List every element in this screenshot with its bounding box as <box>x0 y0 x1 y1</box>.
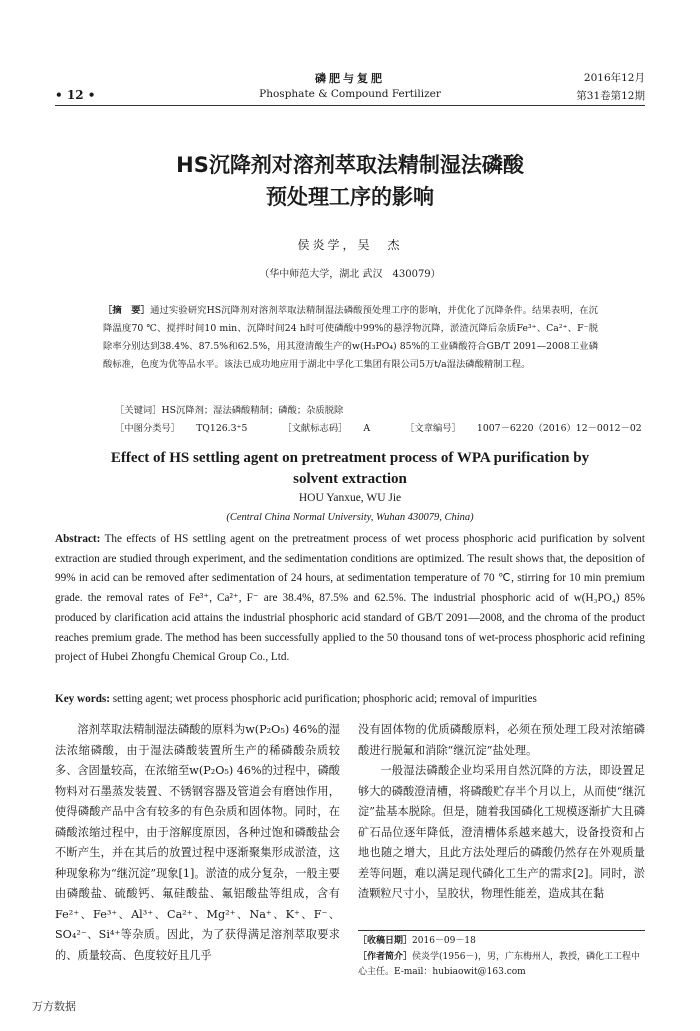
paper-title-en-line2: solvent extraction <box>293 471 407 487</box>
body-column-right <box>358 720 645 905</box>
doc-label: ［文献标志码］ <box>282 423 348 434</box>
keywords-cn-text: HS沉降剂；湿法磷酸精制；磷酸；杂质脱除 <box>161 405 344 416</box>
clc-label: ［中图分类号］ <box>115 423 181 434</box>
journal-name-cn: 磷肥与复肥 <box>315 72 385 85</box>
body-paragraph: 一般湿法磷酸企业均采用自然沉降的方法，即设置足够大的磷酸澄清槽，将磷酸贮存半个月以上，从而使“继沉淀”盐基本脱除。但是，随着我国磷化工规模逐渐扩大且磷矿石品位逐年降低，澄清槽体系越来越大，设备投资和占地也随之增大，且此方法处理后的磷酸仍然存在外观质量差等问题，难以满足现代磷化工生产的需求[2]。同时，淤渣颗粒尺寸小，呈胶状，物理性能差，造成其在黏 <box>358 764 645 900</box>
watermark-text: 万方数据 <box>32 1000 76 1013</box>
keywords-en <box>55 690 645 709</box>
abstract-cn-label: ［摘 要］ <box>103 305 151 316</box>
footnote-received <box>358 934 645 949</box>
issue-date: 2016年12月 <box>583 72 645 84</box>
author-bio-label: ［作者简介］ <box>358 952 413 962</box>
body-column-left <box>55 720 340 966</box>
keywords-en-label: Key words: <box>55 693 110 705</box>
header-divider <box>55 105 645 106</box>
journal-name-en: Phosphate & Compound Fertilizer <box>259 88 441 100</box>
keywords-cn <box>115 402 598 420</box>
issue-volume: 第31卷第12期 <box>576 90 645 102</box>
doc-value: A <box>363 423 371 434</box>
affiliation-cn: （华中师范大学，湖北 武汉 430079） <box>259 269 441 280</box>
authors-en: HOU Yanxue, WU Jie <box>298 492 402 504</box>
footnote-divider <box>358 930 645 931</box>
article-value: 1007－6220（2016）12－0012－02 <box>476 423 642 434</box>
received-label: ［收稿日期］ <box>358 936 413 946</box>
classification-line <box>115 420 642 438</box>
body-paragraph: 没有固体物的优质磷酸原料，必须在预处理工段对浓缩磷酸进行脱氟和消除“继沉淀”盐处理。 <box>358 723 645 757</box>
keywords-en-text: setting agent; wet process phosphoric acid purification; phosphoric acid; removal of impurities <box>112 693 537 705</box>
article-number <box>405 423 658 434</box>
received-value: 2016－09－18 <box>412 936 476 946</box>
paper-title-cn-line1: HS沉降剂对溶剂萃取法精制湿法磷酸 <box>176 153 524 177</box>
clc-number <box>115 423 263 434</box>
affiliation-en: (Central China Normal University, Wuhan 430079, China) <box>226 512 474 523</box>
page-number: • 12 • <box>55 88 96 102</box>
keywords-cn-label: ［关键词］ <box>115 405 162 416</box>
body-paragraph: 溶剂萃取法精制湿法磷酸的原料为w(P₂O₅) 46%的湿法浓缩磷酸，由于湿法磷酸装置所生产的稀磷酸杂质较多、含固量较高，在浓缩至w(P₂O₅) 46%的过程中，磷酸物料对石墨蒸发装置、不锈钢容器及管道会有磨蚀作用，使得磷酸产品中含有较多的有色杂质和固体物。同时，在磷酸浓缩过程中，由于溶解度原因，各种过饱和磷酸盐会不断产生，并在其后的放置过程中逐渐聚集形成淤渣，这种现象称为“继沉淀”现象[1]。淤渣的成分复杂，一般主要由磷酸盐、硫酸钙、氟硅酸盐、氟铝酸盐等组成，含有Fe²⁺、Fe³⁺、Al³⁺、Ca²⁺、Mg²⁺、Na⁺、K⁺、F⁻、SO₄²⁻、Si⁴⁺等杂质。因此，为了获得满足溶剂萃取要求的、质量较高、色度较好且几乎 <box>55 723 340 962</box>
paper-title-en-line1: Effect of HS settling agent on pretreatment process of WPA purification by <box>110 450 590 466</box>
abstract-en-text: The effects of HS settling agent on the pretreatment process of wet process phosphoric acid purification by solvent extraction are studied through experiment, and the sedimentation conditions are optimized. The result shows that, the deposition of 99% in acid can be removed after sedimentation of 24 hours, at sedimentation temperature of 70 ℃, stirring for 10 min premium grade. the removal rates of Fe³⁺, Ca²⁺, F⁻ are 38.4%, 87.5% and 62.5%. The industrial phosphoric acid of w(H₃PO₄) 85% produced by clarification acid attains the industrial phosphoric acid standard of GB/T 2091—2008, and the chroma of the product reaches premium grade. The method has been successfully applied to the 50 thousand tons of wet-process phosphoric acid refining project of Hubei Zhongfu Chemical Group Co., Ltd. <box>55 533 645 664</box>
abstract-en-label: Abstract: <box>55 533 101 545</box>
abstract-cn <box>103 302 598 374</box>
doc-code <box>282 423 386 434</box>
author-bio-value: 侯炎学(1956－)，男，广东梅州人，教授，磷化工工程中心主任。E-mail：hubiaowit@163.com <box>358 952 640 977</box>
footnote-author <box>358 950 645 980</box>
abstract-en <box>55 530 645 668</box>
clc-value: TQ126.3⁺5 <box>196 423 248 434</box>
abstract-cn-text: 通过实验研究HS沉降剂对溶剂萃取法精制湿法磷酸预处理工序的影响，并优化了沉降条件。结果表明，在沉降温度70 ℃、搅拌时间10 min、沉降时间24 h时可使磷酸中99%的悬浮物沉降，淤渣沉降后杂质Fe³⁺、Ca²⁺、F⁻脱除率分别达到38.4%、87.5%和62.5%，用其澄清酸生产的w(H₃PO₄) 85%的工业磷酸符合GB/T 2091—2008工业磷酸标准，色度为优等品水平。该法已成功地应用于湖北中孚化工集团有限公司5万t/a湿法磷酸精制工程。 <box>103 305 598 370</box>
paper-title-cn-line2: 预处理工序的影响 <box>266 185 434 209</box>
authors-cn: 侯炎学，吴 杰 <box>297 238 403 252</box>
article-label: ［文章编号］ <box>405 423 461 434</box>
